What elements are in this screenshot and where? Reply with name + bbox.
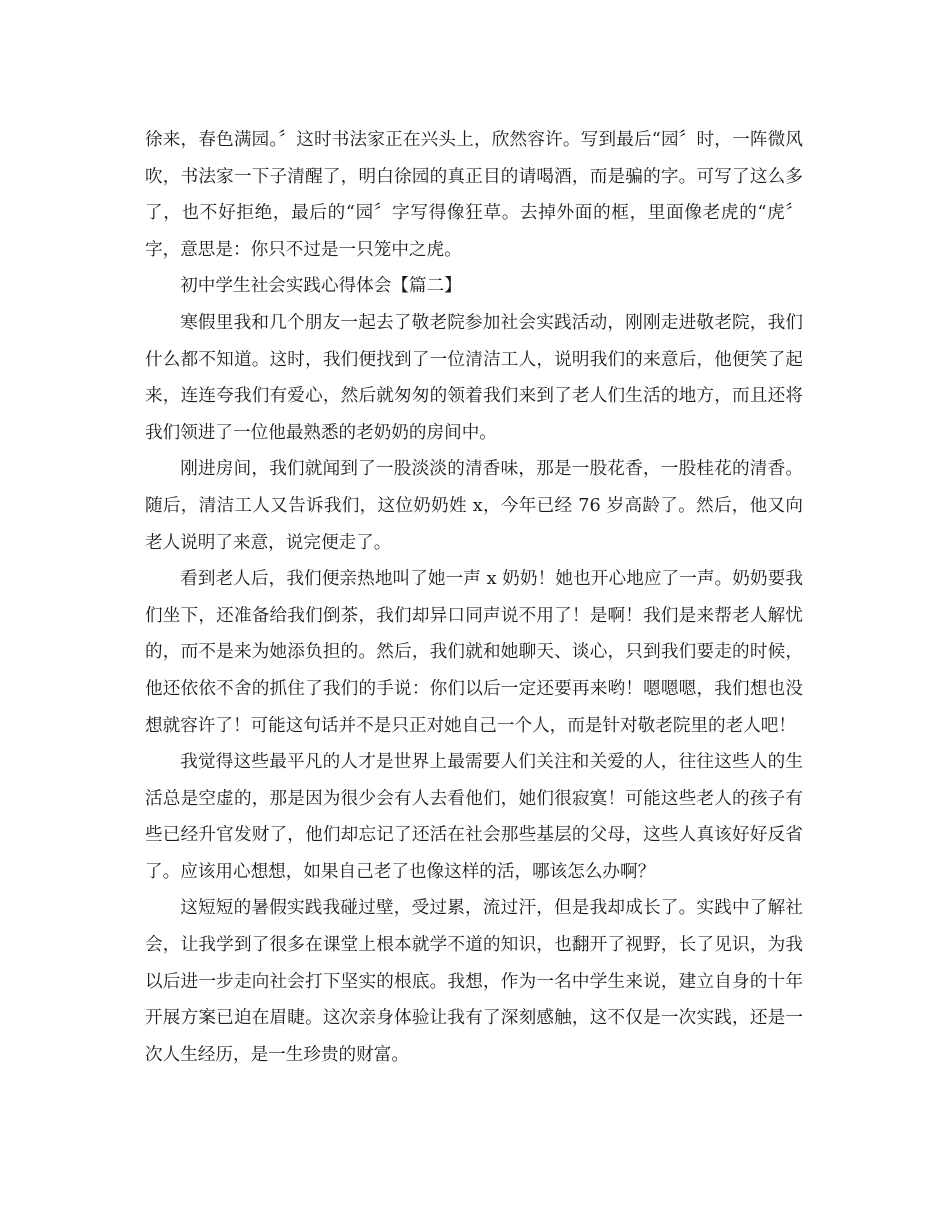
paragraph: 寒假里我和几个朋友一起去了敬老院参加社会实践活动，刚刚走进敬老院，我们什么都不知道。这时，我们便找到了一位清洁工人，说明我们的来意后，他便笑了起来，连连夸我们有爱心，然后就匆匆的领着我们来到了老人们生活的地方，而且还将我们领进了一位他最熟悉的老奶奶的房间中。 [145,312,803,443]
paragraph: 看到老人后，我们便亲热地叫了她一声 x 奶奶！她也开心地应了一声。奶奶要我们坐下，还准备给我们倒茶，我们却异口同声说不用了！是啊！我们是来帮老人解忧的，而不是来为她添负担的。然后，我们就和她聊天、谈心，只到我们要走的时候，他还依依不舍的抓住了我们的手说：你们以后一定还要再来哟！嗯嗯嗯，我们想也没想就容许了！可能这句话并不是只正对她自己一个人，而是针对敬老院里的老人吧！ [145,569,803,736]
paragraph: 我觉得这些最平凡的人才是世界上最需要人们关注和关爱的人，往往这些人的生活总是空虚的，那是因为很少会有人去看他们，她们很寂寞！可能这些老人的孩子有些已经升官发财了，他们却忘记了还活在社会那些基层的父母，这些人真该好好反省了。应该用心想想，如果自己老了也像这样的活，哪该怎么办啊？ [145,752,803,882]
paragraph-continuation: 徐来，春色满园。〞这时书法家正在兴头上，欣然容许。写到最后“园〞时，一阵微风吹，书法家一下子清醒了，明白徐园的真正目的请喝酒，而是骗的字。可写了这么多了，也不好拒绝，最后的“园〞字写得像狂草。去掉外面的框，里面像老虎的“虎〞字，意思是：你只不过是一只笼中之虎。 [145,130,803,260]
paragraph: 这短短的暑假实践我碰过壁，受过累，流过汗，但是我却成长了。实践中了解社会，让我学到了很多在课堂上根本就学不道的知识，也翻开了视野，长了见识，为我以后进一步走向社会打下坚实的根底。我想，作为一名中学生来说，建立自身的十年开展方案已迫在眉睫。这次亲身体验让我有了深刻感触，这不仅是一次实践，还是一次人生经历，是一生珍贵的财富。 [145,898,803,1065]
section-heading: 初中学生社会实践心得体会【篇二】 [180,276,462,297]
document-page [145,122,803,1073]
paragraph: 刚进房间，我们就闻到了一股淡淡的清香味，那是一股花香，一股桂花的清香。随后，清洁工人又告诉我们，这位奶奶姓 x，今年已经 76 岁高龄了。然后，他又向老人说明了来意，说完便走了。 [145,459,803,553]
